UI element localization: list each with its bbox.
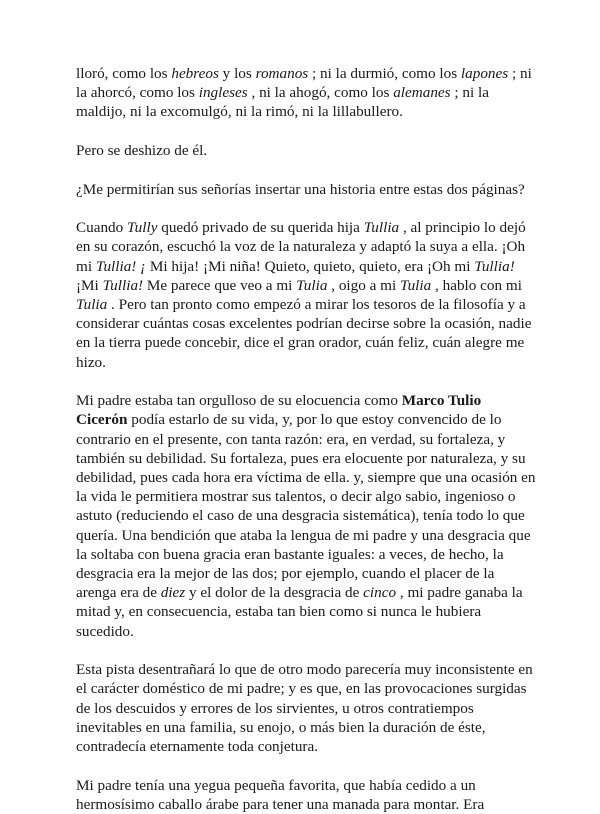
text-run: ¡Mi [76,276,103,294]
text-run: Pero se deshizo de él. [76,142,208,159]
text-run: Mi hija! ¡Mi niña! Quieto, quieto, quieto, era ¡Oh mi [146,257,475,275]
italic-text: Tulia [296,276,328,294]
italic-text: Tulia [76,296,108,313]
text-run: podía estarlo de su vida, y, por lo que estoy convencido de lo contrario en el presente, con tanta razón: era, en verdad, su fortaleza, y también su debilidad. Su fortaleza, pues era elocuente por naturaleza, y su debilidad, pues cada hora era víctima de ella. y, siempre que una ocasión en la vida le permitiera mostrar sus talentos, o decir algo sabio, ingenioso o astuto (reduciendo el caso de una desgracia sistemática), tenía todo lo que quería. Una bendición que ataba la lengua de mi padre y una desgracia que la soltaba con buena gracia eran bastante iguales: a veces, de hecho, la desgracia era la mejor de las dos; por ejemplo, cuando el placer de la arenga era de [76,411,536,602]
italic-text: Tullia [363,219,400,237]
italic-text: Tullia! ¡ [95,257,147,275]
italic-text: ingleses [198,84,248,102]
italic-text: hebreos [171,65,219,82]
italic-text: diez [160,584,186,602]
text-run: , al principio lo dejó en su corazón, escuchó la voz de la naturaleza y adaptó la suya a ella. ¡Oh mi [76,219,526,275]
bold-text: Marco Tulio Cicerón [76,392,482,429]
text-run: y los [218,65,256,82]
text-run: quedó privado de su querida hija [157,219,364,237]
italic-text: Tully [127,219,158,237]
italic-text: Tullia! [102,276,144,294]
paragraph [76,180,536,199]
text-run: ¿Me permitirían sus señorías insertar una historia entre estas dos páginas? [76,180,525,198]
document-page [76,64,536,814]
text-run: y el dolor de la desgracia de [185,584,364,602]
italic-text: Tulia [399,276,432,294]
paragraph [76,391,536,641]
italic-text: romanos [255,65,309,82]
paragraph [76,64,536,122]
italic-text: lapones [460,65,509,82]
text-run: , hablo con mi [431,276,522,294]
text-run: Esta pista desentrañará lo que de otro modo parecería muy inconsistente en el carácter doméstico de mi padre; y es que, en las provocaciones surgidas de los descuidos y errores de los sirvientes, u otros contratiempos inevitables en una familia, su enojo, o más bien la duración de éste, contradecía eternamente toda conjetura. [76,661,533,756]
text-run: lloró, como los [76,65,172,82]
italic-text: Tullia! [474,257,515,275]
paragraph [76,776,536,814]
italic-text: cinco [363,584,397,602]
text-run: Me parece que veo a mi [143,276,297,294]
paragraph [76,218,536,372]
paragraph [76,141,536,160]
text-run: Mi padre estaba tan orgulloso de su elocuencia como [76,392,402,410]
text-run: . Pero tan pronto como empezó a mirar los tesoros de la filosofía y a considerar cuántas cosas excelentes podrían decirse sobre la ocasión, nadie en la tierra puede concebir, dice el gran orador, cuán feliz, cuán alegre me hizo. [76,296,532,371]
text-run: Cuando [76,219,128,237]
text-run: , ni la ahogó, como los [247,84,394,102]
text-run: ; ni la ahorcó, como los [76,65,532,102]
text-run: , oigo a mi [327,276,400,294]
text-run: , mi padre ganaba la mitad y, en consecuencia, estaba tan bien como si nunca le hubiera sucedido. [76,584,523,640]
text-run: ; ni la maldijo, ni la excomulgó, ni la rimó, ni la lillabullero. [76,84,489,121]
text-run: ; ni la durmió, como los [308,65,461,82]
paragraph [76,660,536,756]
italic-text: alemanes [393,84,451,102]
text-run: Mi padre tenía una yegua pequeña favorita, que había cedido a un hermosísimo caballo árabe para tener una manada para montar. Era [76,776,485,813]
